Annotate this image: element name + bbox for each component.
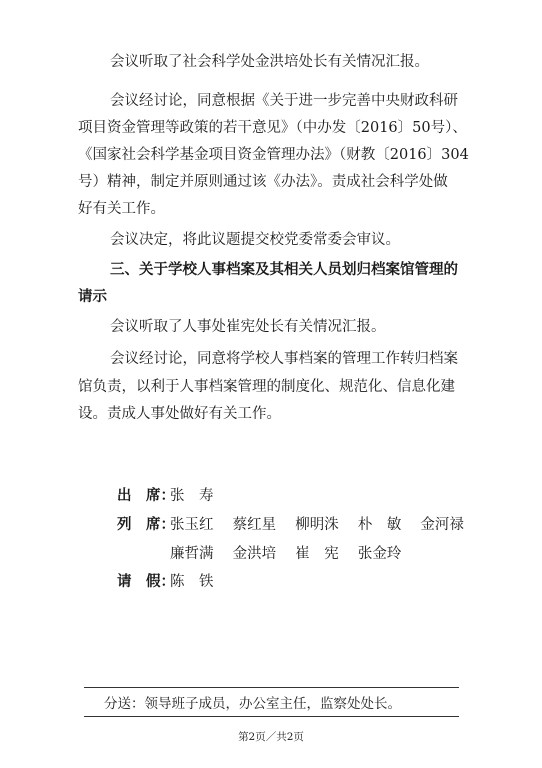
body-paragraph-line: 会议听取了人事处崔宪处长有关情况汇报。: [110, 319, 386, 335]
distribution-top-rule: [84, 687, 459, 688]
distribution-bottom-rule: [84, 716, 459, 717]
page-number: 第2页／共2页: [238, 731, 304, 743]
body-paragraph-line: 《国家社会科学基金项目资金管理办法》（财教〔2016〕304: [78, 147, 469, 163]
present-label: 出 席：: [117, 488, 175, 504]
body-paragraph-line: 会议经讨论，同意将学校人事档案的管理工作转归档案: [110, 351, 458, 367]
body-paragraph-line: 号）精神，制定并原则通过该《办法》。责成社会科学处做: [78, 174, 448, 190]
absent-label: 请 假：: [117, 574, 175, 590]
body-paragraph-line: 好有关工作。: [78, 201, 165, 217]
attendees-list-line: 廉哲满 金洪培 崔 宪 张金玲: [170, 546, 402, 562]
present-value: 张 寿: [170, 488, 214, 504]
body-paragraph-line: 会议经讨论，同意根据《关于进一步完善中央财政科研: [110, 93, 458, 109]
body-paragraph-line: 会议决定，将此议题提交校党委常委会审议。: [110, 232, 400, 248]
distribution-list: 分送：领导班子成员，办公室主任，监察处处长。: [104, 696, 401, 712]
section-heading: 三、关于学校人事档案及其相关人员划归档案馆管理的: [110, 262, 458, 278]
attendees-list-line: 张玉红 蔡红星 柳明洙 朴 敏 金河禄: [170, 517, 464, 533]
body-paragraph-line: 项目资金管理等政策的若干意见》（中办发〔2016〕50号）、: [78, 120, 467, 136]
attendees-label: 列 席：: [117, 517, 175, 533]
section-heading-continued: 请示: [78, 289, 107, 305]
body-paragraph-line: 设。责成人事处做好有关工作。: [78, 406, 281, 422]
body-paragraph-line: 会议听取了社会科学处金洪培处长有关情况汇报。: [110, 54, 429, 70]
absent-value: 陈 铁: [170, 574, 214, 590]
body-paragraph-line: 馆负责，以利于人事档案管理的制度化、规范化、信息化建: [78, 379, 455, 395]
